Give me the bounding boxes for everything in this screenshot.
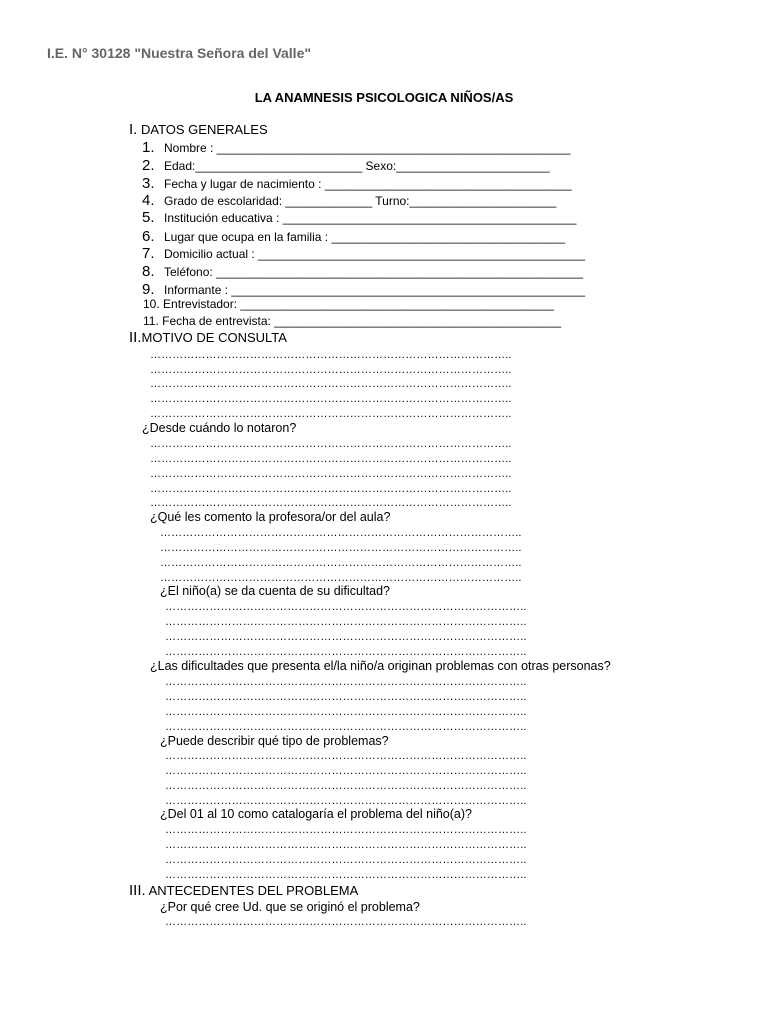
- field-number: 7.: [142, 245, 155, 262]
- section-3-number: III.: [129, 882, 146, 899]
- answer-line[interactable]: ……………………………………………………………………………………..: [150, 378, 512, 390]
- question-2: ¿Qué les comento la profesora/or del aula?: [150, 510, 391, 524]
- field-row-3[interactable]: [142, 175, 572, 192]
- section-1-number: I.: [129, 121, 138, 138]
- answer-line[interactable]: ……………………………………………………………………………………..: [165, 795, 527, 807]
- field-text: Edad:_________________________ Sexo:_______________________: [164, 159, 550, 173]
- field-number: 3.: [142, 175, 155, 192]
- answer-line[interactable]: ……………………………………………………………………………………..: [160, 557, 522, 569]
- field-text: Institución educativa : ____________________________________________: [164, 211, 577, 225]
- field-number: 6.: [142, 228, 155, 245]
- answer-line[interactable]: ……………………………………………………………………………………..: [150, 468, 512, 480]
- field-text: Entrevistador: _______________________________________________: [163, 297, 555, 311]
- field-number: 10.: [143, 297, 160, 311]
- answer-line[interactable]: ……………………………………………………………………………………..: [150, 453, 512, 465]
- field-number: 2.: [142, 157, 155, 174]
- field-number: 11.: [143, 314, 159, 328]
- answer-line[interactable]: ……………………………………………………………………………………..: [150, 483, 512, 495]
- field-text: Nombre : _____________________________________________________: [164, 141, 571, 155]
- question-5: ¿Puede describir qué tipo de problemas?: [160, 734, 389, 748]
- field-number: 8.: [142, 263, 155, 280]
- question-3: ¿El niño(a) se da cuenta de su dificultad?: [160, 584, 390, 598]
- section-1-label: DATOS GENERALES: [140, 122, 268, 137]
- question-6: ¿Del 01 al 10 como catalogaría el problema del niño(a)?: [160, 807, 472, 821]
- answer-line[interactable]: ……………………………………………………………………………………..: [165, 869, 527, 881]
- field-text: Fecha de entrevista: ___________________________________________: [162, 314, 562, 328]
- answer-line[interactable]: ……………………………………………………………………………………..: [165, 616, 527, 628]
- question-7: ¿Por qué cree Ud. que se originó el problema?: [160, 900, 420, 914]
- answer-line[interactable]: ……………………………………………………………………………………..: [165, 676, 527, 688]
- section-2-label: MOTIVO DE CONSULTA: [141, 330, 287, 345]
- answer-line[interactable]: ……………………………………………………………………………………..: [160, 572, 522, 584]
- answer-line[interactable]: ……………………………………………………………………………………..: [150, 349, 512, 361]
- answer-line[interactable]: ……………………………………………………………………………………..: [165, 706, 527, 718]
- answer-line[interactable]: ……………………………………………………………………………………..: [165, 824, 527, 836]
- field-number: 1.: [142, 139, 155, 156]
- answer-line[interactable]: ……………………………………………………………………………………..: [165, 765, 527, 777]
- answer-line[interactable]: ……………………………………………………………………………………..: [165, 721, 527, 733]
- field-row-2[interactable]: [142, 157, 550, 174]
- answer-line[interactable]: ……………………………………………………………………………………..: [160, 527, 522, 539]
- answer-line[interactable]: ……………………………………………………………………………………..: [160, 542, 522, 554]
- section-2-heading: [129, 329, 287, 346]
- school-header: I.E. N° 30128 "Nuestra Señora del Valle": [47, 45, 311, 61]
- question-4: ¿Las dificultades que presenta el/la niño/a originan problemas con otras personas?: [150, 659, 611, 673]
- answer-line[interactable]: ……………………………………………………………………………………..: [150, 497, 512, 509]
- field-row-11[interactable]: [143, 314, 561, 328]
- answer-line[interactable]: ……………………………………………………………………………………..: [165, 631, 527, 643]
- answer-line[interactable]: ……………………………………………………………………………………..: [165, 646, 527, 658]
- section-2-number: II.: [129, 329, 142, 346]
- document-title: LA ANAMNESIS PSICOLOGICA NIÑOS/AS: [254, 90, 514, 105]
- answer-line[interactable]: ……………………………………………………………………………………..: [165, 780, 527, 792]
- answer-line[interactable]: ……………………………………………………………………………………..: [165, 854, 527, 866]
- field-row-4[interactable]: [142, 192, 556, 209]
- answer-line[interactable]: ……………………………………………………………………………………..: [150, 438, 512, 450]
- field-text: Grado de escolaridad: _____________ Turno:______________________: [164, 194, 557, 208]
- field-row-8[interactable]: [142, 263, 583, 280]
- field-row-1[interactable]: [142, 139, 570, 156]
- answer-line[interactable]: ……………………………………………………………………………………..: [165, 691, 527, 703]
- field-text: Informante : _____________________________________________________: [164, 283, 586, 297]
- answer-line[interactable]: ……………………………………………………………………………………..: [150, 408, 512, 420]
- field-text: Domicilio actual : _________________________________________________: [164, 247, 586, 261]
- field-row-5[interactable]: [142, 209, 576, 226]
- answer-line[interactable]: ……………………………………………………………………………………..: [165, 839, 527, 851]
- field-number: 9.: [142, 281, 155, 298]
- answer-line[interactable]: ……………………………………………………………………………………..: [165, 750, 527, 762]
- section-1-heading: [129, 121, 268, 138]
- section-3-label: ANTECEDENTES DEL PROBLEMA: [148, 883, 359, 898]
- field-text: Teléfono: _______________________________________________________: [164, 265, 584, 279]
- field-row-10[interactable]: [143, 297, 554, 311]
- section-3-heading: [129, 882, 358, 899]
- field-number: 4.: [142, 192, 155, 209]
- question-1: ¿Desde cuándo lo notaron?: [142, 421, 297, 435]
- answer-line[interactable]: ……………………………………………………………………………………..: [150, 393, 512, 405]
- field-row-7[interactable]: [142, 245, 585, 262]
- field-number: 5.: [142, 209, 155, 226]
- answer-line[interactable]: ……………………………………………………………………………………..: [150, 364, 512, 376]
- field-row-9[interactable]: [142, 281, 585, 298]
- field-text: Lugar que ocupa en la familia : ___________________________________: [164, 230, 566, 244]
- field-text: Fecha y lugar de nacimiento : _____________________________________: [164, 177, 572, 191]
- answer-line[interactable]: ……………………………………………………………………………………..: [165, 916, 527, 928]
- field-row-6[interactable]: [142, 228, 565, 245]
- answer-line[interactable]: ……………………………………………………………………………………..: [165, 601, 527, 613]
